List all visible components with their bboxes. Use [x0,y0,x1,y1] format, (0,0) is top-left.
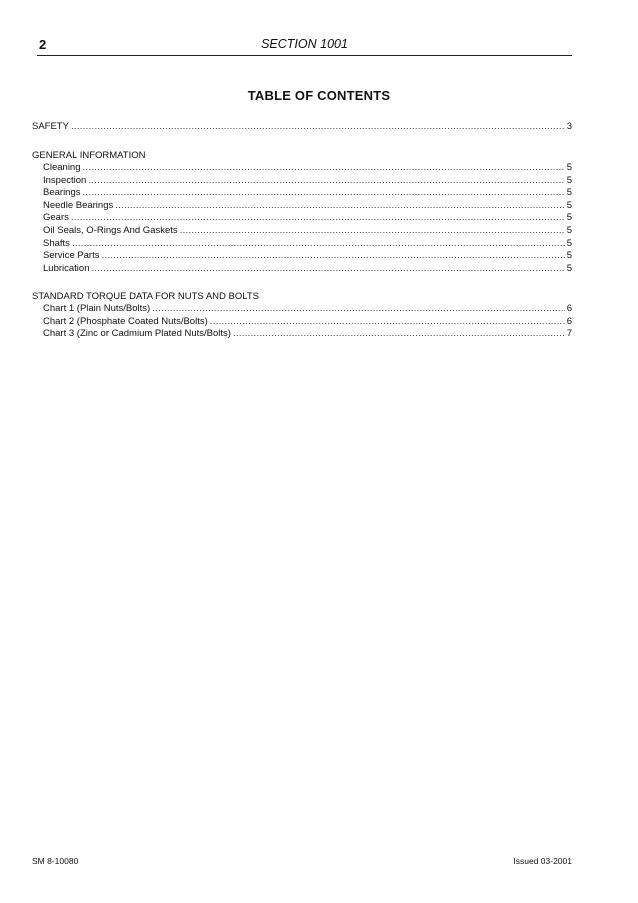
toc-entry-shafts[interactable] [32,238,572,251]
toc-entry-lubrication[interactable] [32,263,572,276]
toc-entry-label: Chart 2 (Phosphate Coated Nuts/Bolts) [43,315,208,327]
toc-entry-page: 5 [566,237,572,249]
toc-entry-page: 5 [566,187,572,199]
toc-entry-page: 5 [566,212,572,224]
toc-entry-needle-bearings[interactable] [32,200,572,213]
toc-entry-label: Lubrication [43,262,90,274]
toc-entry-label: Cleaning [43,162,81,173]
toc-entry-label: Inspection [43,174,87,186]
dot-leader [88,175,564,188]
toc-entry-service-parts[interactable] [32,250,572,263]
dot-leader [115,200,564,213]
toc-entry-label: Service Parts [43,250,100,262]
toc-entry-page: 5 [566,162,572,173]
dot-leader [102,250,565,263]
toc-entry-cleaning[interactable] [32,162,572,175]
dot-leader [210,316,565,329]
footer-doc-number: SM 8-10080 [32,856,79,866]
toc-entry-label: Shafts [43,237,70,249]
toc-entry-label: Oil Seals, O-Rings And Gaskets [43,224,178,236]
page-number: 2 [39,37,47,52]
dot-leader [91,263,564,276]
toc-entry-page: 5 [566,224,572,236]
toc-torque-block [32,290,572,341]
toc-entry-page: 5 [566,262,572,274]
dot-leader [71,212,565,225]
toc-entry-gears[interactable] [32,212,572,225]
toc-entry-chart-1[interactable] [32,303,572,316]
toc-entry-safety[interactable] [32,121,572,134]
toc-entry-page: 5 [566,199,572,211]
toc-general-block [32,149,572,275]
toc-entry-page: 5 [566,174,572,186]
toc-safety-block [32,121,572,134]
toc-entry-page: 3 [566,121,572,132]
toc-entry-page: 6 [566,303,572,314]
toc-entry-label: Gears [43,212,69,224]
toc-heading-general: GENERAL INFORMATION [32,150,146,161]
toc-entry-label: Chart 1 (Plain Nuts/Bolts) [43,303,151,314]
toc-entry-chart-3[interactable] [32,328,572,341]
dot-leader [83,162,565,175]
toc-heading-torque: STANDARD TORQUE DATA FOR NUTS AND BOLTS [32,291,259,302]
dot-leader [71,121,565,134]
toc-entry-chart-2[interactable] [32,316,572,329]
toc-entry-label: SAFETY [32,121,69,132]
toc-entry-page: 7 [566,328,572,340]
toc-entry-oil-seals[interactable] [32,225,572,238]
page-header [37,37,572,56]
toc-entry-page: 6 [566,315,572,327]
toc-entry-label: Chart 3 (Zinc or Cadmium Plated Nuts/Bolts) [43,328,231,340]
dot-leader [180,225,565,238]
toc-entry-label: Needle Bearings [43,199,114,211]
toc-entry-bearings[interactable] [32,187,572,200]
dot-leader [72,238,565,251]
dot-leader [152,303,565,316]
dot-leader [233,328,565,341]
footer-issue-date: Issued 03-2001 [513,856,572,866]
toc-entry-label: Bearings [43,187,81,199]
toc-entry-page: 5 [566,250,572,262]
section-title: SECTION 1001 [261,37,348,51]
toc-title: TABLE OF CONTENTS [247,88,391,103]
dot-leader [83,187,565,200]
toc-entry-inspection[interactable] [32,175,572,188]
